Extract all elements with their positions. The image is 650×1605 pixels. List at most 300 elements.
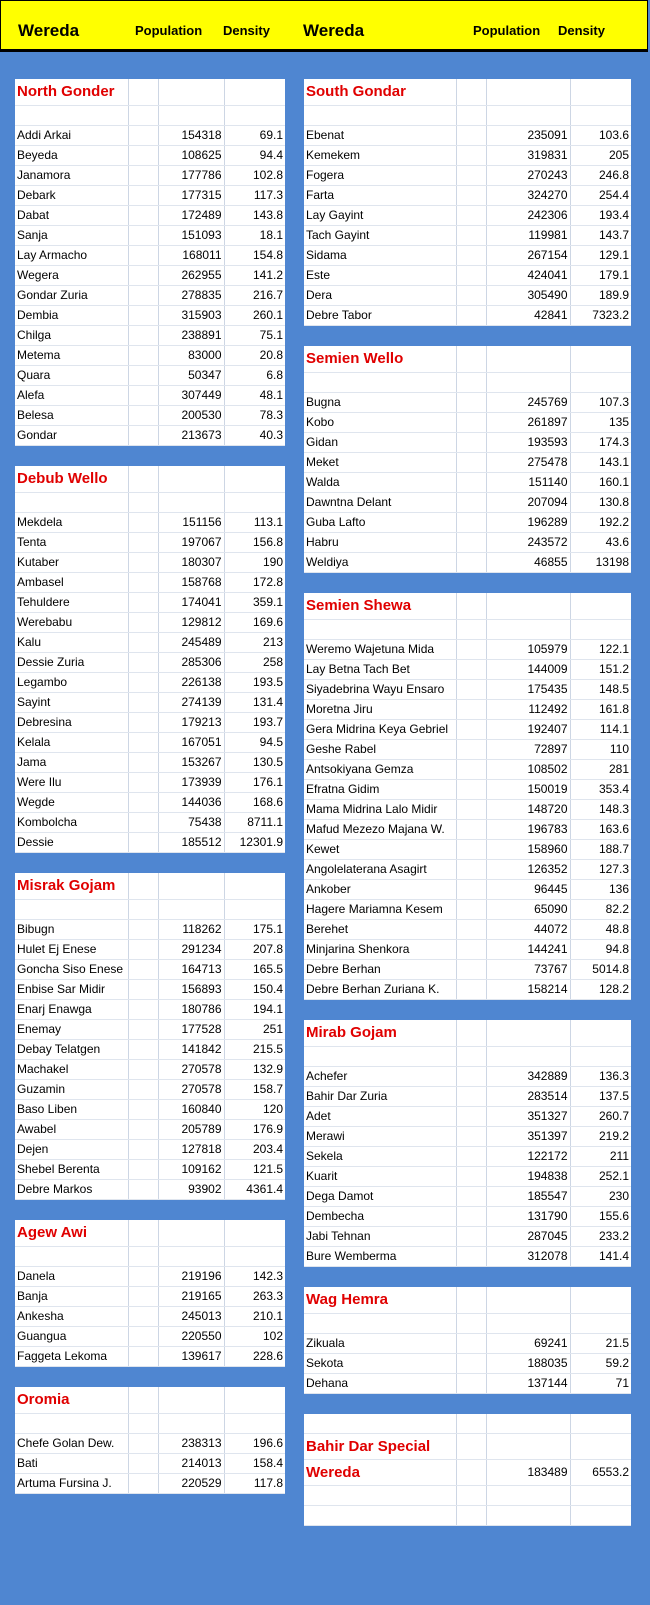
empty-cell: [456, 473, 486, 493]
density-value: 207.8: [224, 940, 285, 960]
empty-cell: [456, 126, 486, 146]
density-value: 189.9: [570, 286, 631, 306]
wereda-name: Lay Betna Tach Bet: [304, 660, 456, 680]
empty-cell: [15, 106, 128, 126]
density-value: 175.1: [224, 920, 285, 940]
density-value: 148.3: [570, 800, 631, 820]
wereda-name: Debark: [15, 186, 128, 206]
empty-cell: [304, 1414, 456, 1434]
wereda-name: Shebel Berenta: [15, 1160, 128, 1180]
population-value: 270578: [158, 1080, 224, 1100]
population-value: 307449: [158, 386, 224, 406]
population-value: 177315: [158, 186, 224, 206]
density-value: 75.1: [224, 326, 285, 346]
wereda-name: Quara: [15, 366, 128, 386]
population-value: 243572: [486, 533, 570, 553]
density-value: 71: [570, 1374, 631, 1394]
right-column: [304, 79, 631, 1546]
zone-block: [15, 1220, 285, 1367]
empty-cell: [456, 860, 486, 880]
population-value: 267154: [486, 246, 570, 266]
table-row: [304, 860, 631, 880]
density-value: 13198: [570, 553, 631, 573]
empty-cell: [15, 493, 128, 513]
empty-cell: [456, 373, 486, 393]
population-value: 315903: [158, 306, 224, 326]
empty-cell: [128, 366, 158, 386]
table-row: [304, 1087, 631, 1107]
empty-cell: [224, 1414, 285, 1434]
wereda-name: Este: [304, 266, 456, 286]
population-value: 137144: [486, 1374, 570, 1394]
empty-cell: [128, 1180, 158, 1200]
empty-cell: [128, 1454, 158, 1474]
empty-cell: [128, 753, 158, 773]
density-value: 121.5: [224, 1160, 285, 1180]
empty-cell: [570, 1434, 631, 1460]
wereda-name: Wegde: [15, 793, 128, 813]
density-value: 193.5: [224, 673, 285, 693]
population-value: 109162: [158, 1160, 224, 1180]
wereda-name: Alefa: [15, 386, 128, 406]
wereda-name: Danela: [15, 1267, 128, 1287]
table-row: [15, 1454, 285, 1474]
density-value: 161.8: [570, 700, 631, 720]
table-row: [304, 760, 631, 780]
wereda-name: Tach Gayint: [304, 226, 456, 246]
population-value: 285306: [158, 653, 224, 673]
table-row: [15, 1000, 285, 1020]
header-population-right: Population: [473, 23, 541, 38]
population-value: 194838: [486, 1167, 570, 1187]
zone-title: South Gondar: [304, 79, 456, 106]
table-row: [15, 1040, 285, 1060]
empty-cell: [570, 1314, 631, 1334]
empty-cell: [128, 833, 158, 853]
density-value: 114.1: [570, 720, 631, 740]
wereda-name: Lay Gayint: [304, 206, 456, 226]
wereda-name: Achefer: [304, 1067, 456, 1087]
wereda-name: Moretna Jiru: [304, 700, 456, 720]
wereda-name: Adet: [304, 1107, 456, 1127]
table-row: [15, 753, 285, 773]
density-value: 113.1: [224, 513, 285, 533]
population-value: 127818: [158, 1140, 224, 1160]
empty-cell: [456, 900, 486, 920]
empty-cell: [128, 693, 158, 713]
empty-cell: [224, 79, 285, 106]
table-row: [15, 673, 285, 693]
empty-cell: [224, 493, 285, 513]
empty-cell: [128, 1347, 158, 1367]
empty-cell: [158, 79, 224, 106]
density-value: 20.8: [224, 346, 285, 366]
density-value: 353.4: [570, 780, 631, 800]
table-row: [15, 1060, 285, 1080]
empty-cell: [456, 393, 486, 413]
wereda-name: Dembia: [15, 306, 128, 326]
density-value: 172.8: [224, 573, 285, 593]
empty-cell: [456, 1434, 486, 1460]
population-value: 319831: [486, 146, 570, 166]
density-value: 196.6: [224, 1434, 285, 1454]
empty-cell: [128, 1434, 158, 1454]
table-row: [304, 226, 631, 246]
empty-cell: [456, 1247, 486, 1267]
density-value: 82.2: [570, 900, 631, 920]
empty-cell: [456, 1374, 486, 1394]
population-value: 213673: [158, 426, 224, 446]
population-value: 112492: [486, 700, 570, 720]
population-value: 278835: [158, 286, 224, 306]
zone-block: [15, 873, 285, 1200]
empty-cell: [456, 700, 486, 720]
empty-cell: [456, 1047, 486, 1067]
empty-cell: [224, 873, 285, 900]
table-row: [304, 393, 631, 413]
table-row: [15, 366, 285, 386]
zone-title: Semien Shewa: [304, 593, 456, 620]
wereda-name: Bure Wemberma: [304, 1247, 456, 1267]
wereda-name: Enemay: [15, 1020, 128, 1040]
density-value: 160.1: [570, 473, 631, 493]
table-row: [304, 1374, 631, 1394]
population-value: 108625: [158, 146, 224, 166]
empty-cell: [456, 246, 486, 266]
empty-cell: [456, 720, 486, 740]
population-value: 168011: [158, 246, 224, 266]
header-bar: [0, 0, 648, 52]
population-value: 172489: [158, 206, 224, 226]
population-value: 126352: [486, 860, 570, 880]
empty-cell: [456, 553, 486, 573]
density-value: 94.4: [224, 146, 285, 166]
table-row: [15, 1347, 285, 1367]
density-value: 4361.4: [224, 1180, 285, 1200]
wereda-name: Kutaber: [15, 553, 128, 573]
density-value: 216.7: [224, 286, 285, 306]
empty-cell: [128, 793, 158, 813]
table-row: [15, 633, 285, 653]
empty-cell: [486, 79, 570, 106]
table-row: [15, 306, 285, 326]
wereda-name: Merawi: [304, 1127, 456, 1147]
empty-cell: [456, 760, 486, 780]
density-value: 203.4: [224, 1140, 285, 1160]
table-row: [15, 793, 285, 813]
table-row: [15, 553, 285, 573]
table-row: [15, 1120, 285, 1140]
wereda-name: Farta: [304, 186, 456, 206]
empty-cell: [456, 1187, 486, 1207]
empty-cell: [570, 1287, 631, 1314]
empty-cell: [456, 1334, 486, 1354]
empty-cell: [456, 1127, 486, 1147]
wereda-name: Mekdela: [15, 513, 128, 533]
empty-cell: [570, 106, 631, 126]
wereda-name: Kalu: [15, 633, 128, 653]
wereda-name: Tehuldere: [15, 593, 128, 613]
empty-cell: [304, 1486, 456, 1506]
empty-cell: [456, 1107, 486, 1127]
population-value: 351397: [486, 1127, 570, 1147]
table-row: [15, 206, 285, 226]
population-value: 185512: [158, 833, 224, 853]
wereda-name: Berehet: [304, 920, 456, 940]
population-value: 196289: [486, 513, 570, 533]
wereda-name: Machakel: [15, 1060, 128, 1080]
table-row: [15, 573, 285, 593]
empty-cell: [224, 900, 285, 920]
empty-cell: [158, 900, 224, 920]
population-value: 270578: [158, 1060, 224, 1080]
population-value: 177528: [158, 1020, 224, 1040]
population-value: 44072: [486, 920, 570, 940]
population-value: 73767: [486, 960, 570, 980]
table-row: [304, 800, 631, 820]
wereda-name: Wegera: [15, 266, 128, 286]
population-value: 179213: [158, 713, 224, 733]
table-row: [15, 773, 285, 793]
density-value: 143.1: [570, 453, 631, 473]
empty-cell: [570, 1047, 631, 1067]
density-value: 135: [570, 413, 631, 433]
density-value: 6.8: [224, 366, 285, 386]
empty-cell: [224, 1247, 285, 1267]
density-value: 131.4: [224, 693, 285, 713]
empty-cell: [486, 1047, 570, 1067]
empty-cell: [128, 1474, 158, 1494]
density-value: 40.3: [224, 426, 285, 446]
population-value: 205789: [158, 1120, 224, 1140]
empty-cell: [128, 1414, 158, 1434]
wereda-name: Walda: [304, 473, 456, 493]
wereda-name: Kobo: [304, 413, 456, 433]
empty-cell: [486, 346, 570, 373]
table-row: [304, 246, 631, 266]
wereda-name: Weldiya: [304, 553, 456, 573]
density-value: 132.9: [224, 1060, 285, 1080]
empty-cell: [486, 620, 570, 640]
population-value: 158960: [486, 840, 570, 860]
wereda-name: Antsokiyana Gemza: [304, 760, 456, 780]
wereda-name: Bugna: [304, 393, 456, 413]
wereda-name: Hagere Mariamna Kesem: [304, 900, 456, 920]
density-value: 165.5: [224, 960, 285, 980]
table-row: [15, 593, 285, 613]
density-value: 194.1: [224, 1000, 285, 1020]
population-value: 270243: [486, 166, 570, 186]
wereda-name: Guba Lafto: [304, 513, 456, 533]
empty-cell: [128, 773, 158, 793]
density-value: 143.8: [224, 206, 285, 226]
wereda-name: Kemekem: [304, 146, 456, 166]
population-value: 193593: [486, 433, 570, 453]
empty-cell: [158, 1220, 224, 1247]
density-value: 154.8: [224, 246, 285, 266]
empty-cell: [570, 346, 631, 373]
table-row: [304, 473, 631, 493]
empty-cell: [456, 533, 486, 553]
table-row: [15, 246, 285, 266]
empty-cell: [128, 733, 158, 753]
density-value: 155.6: [570, 1207, 631, 1227]
wereda-name: Dera: [304, 286, 456, 306]
empty-cell: [128, 1307, 158, 1327]
empty-cell: [456, 1020, 486, 1047]
empty-cell: [456, 640, 486, 660]
population-value: 151093: [158, 226, 224, 246]
density-value: 137.5: [570, 1087, 631, 1107]
density-value: 254.4: [570, 186, 631, 206]
density-value: 258: [224, 653, 285, 673]
population-value: 151140: [486, 473, 570, 493]
table-row: [304, 453, 631, 473]
empty-cell: [570, 1414, 631, 1434]
empty-cell: [456, 1087, 486, 1107]
empty-cell: [456, 306, 486, 326]
table-row: [304, 740, 631, 760]
wereda-name: Chilga: [15, 326, 128, 346]
empty-cell: [456, 980, 486, 1000]
table-row: [15, 406, 285, 426]
wereda-name: Dawntna Delant: [304, 493, 456, 513]
population-value: 153267: [158, 753, 224, 773]
table-row: [304, 493, 631, 513]
wereda-name: Chefe Golan Dew.: [15, 1434, 128, 1454]
population-value: 275478: [486, 453, 570, 473]
wereda-name: Jama: [15, 753, 128, 773]
density-value: 142.3: [224, 1267, 285, 1287]
zone-block: [15, 79, 285, 446]
density-value: 130.5: [224, 753, 285, 773]
population-value: 235091: [486, 126, 570, 146]
empty-cell: [486, 1287, 570, 1314]
wereda-name: Ambasel: [15, 573, 128, 593]
empty-cell: [570, 1506, 631, 1526]
wereda-name: Geshe Rabel: [304, 740, 456, 760]
empty-cell: [15, 1414, 128, 1434]
table-row: [15, 713, 285, 733]
density-value: 69.1: [224, 126, 285, 146]
empty-cell: [456, 1167, 486, 1187]
empty-cell: [456, 266, 486, 286]
density-value: 143.7: [570, 226, 631, 246]
empty-cell: [456, 593, 486, 620]
table-row: [15, 733, 285, 753]
wereda-name: Dessie: [15, 833, 128, 853]
empty-cell: [456, 840, 486, 860]
table-row: [15, 613, 285, 633]
empty-cell: [128, 1020, 158, 1040]
zone-title: Wag Hemra: [304, 1287, 456, 1314]
population-value: 351327: [486, 1107, 570, 1127]
population-value: 173939: [158, 773, 224, 793]
empty-cell: [128, 386, 158, 406]
zone-title: North Gonder: [15, 79, 128, 106]
table-row: [15, 693, 285, 713]
population-value: 220529: [158, 1474, 224, 1494]
table-row: [304, 1167, 631, 1187]
population-value: 118262: [158, 920, 224, 940]
header-wereda-right: Wereda: [303, 21, 365, 40]
wereda-name: Sayint: [15, 693, 128, 713]
density-value: 228.6: [224, 1347, 285, 1367]
density-value: 129.1: [570, 246, 631, 266]
population-value: 131790: [486, 1207, 570, 1227]
wereda-name: Dejen: [15, 1140, 128, 1160]
empty-cell: [128, 406, 158, 426]
population-value: 105979: [486, 640, 570, 660]
wereda-name: Bati: [15, 1454, 128, 1474]
population-value: 226138: [158, 673, 224, 693]
empty-cell: [128, 513, 158, 533]
table-row: [304, 680, 631, 700]
table-row: [304, 640, 631, 660]
empty-cell: [456, 346, 486, 373]
empty-cell: [456, 1287, 486, 1314]
table-row: [304, 840, 631, 860]
table-row: [304, 720, 631, 740]
population-value: 342889: [486, 1067, 570, 1087]
wereda-name: Jabi Tehnan: [304, 1227, 456, 1247]
wereda-name: Ebenat: [304, 126, 456, 146]
wereda-name: Dehana: [304, 1374, 456, 1394]
wereda-name: Kuarit: [304, 1167, 456, 1187]
density-value: 169.6: [224, 613, 285, 633]
empty-cell: [128, 126, 158, 146]
wereda-name: Werebabu: [15, 613, 128, 633]
empty-cell: [128, 493, 158, 513]
wereda-name: Goncha Siso Enese: [15, 960, 128, 980]
density-value: 94.8: [570, 940, 631, 960]
empty-cell: [158, 1247, 224, 1267]
empty-cell: [128, 226, 158, 246]
wereda-name: Weremo Wajetuna Mida: [304, 640, 456, 660]
empty-cell: [128, 286, 158, 306]
table-row: [15, 653, 285, 673]
table-row: [15, 186, 285, 206]
table-row: [304, 920, 631, 940]
empty-cell: [128, 306, 158, 326]
table-row: [304, 206, 631, 226]
density-value: 18.1: [224, 226, 285, 246]
table-row: [15, 533, 285, 553]
table-row: [15, 1020, 285, 1040]
density-value: 130.8: [570, 493, 631, 513]
empty-cell: [128, 1120, 158, 1140]
wereda-name: Kelala: [15, 733, 128, 753]
population-value: 96445: [486, 880, 570, 900]
empty-cell: [128, 940, 158, 960]
density-value: 281: [570, 760, 631, 780]
density-value: 210.1: [224, 1307, 285, 1327]
density-value: 176.1: [224, 773, 285, 793]
empty-cell: [128, 1160, 158, 1180]
wereda-name: Debre Berhan Zuriana K.: [304, 980, 456, 1000]
empty-cell: [158, 466, 224, 493]
table-row: [304, 146, 631, 166]
density-value: 230: [570, 1187, 631, 1207]
wereda-name: Debay Telatgen: [15, 1040, 128, 1060]
population-value: 148720: [486, 800, 570, 820]
density-value: 43.6: [570, 533, 631, 553]
population-value: 144009: [486, 660, 570, 680]
wereda-name: Sidama: [304, 246, 456, 266]
table-row: [304, 1247, 631, 1267]
wereda-name: Bibugn: [15, 920, 128, 940]
empty-cell: [128, 713, 158, 733]
